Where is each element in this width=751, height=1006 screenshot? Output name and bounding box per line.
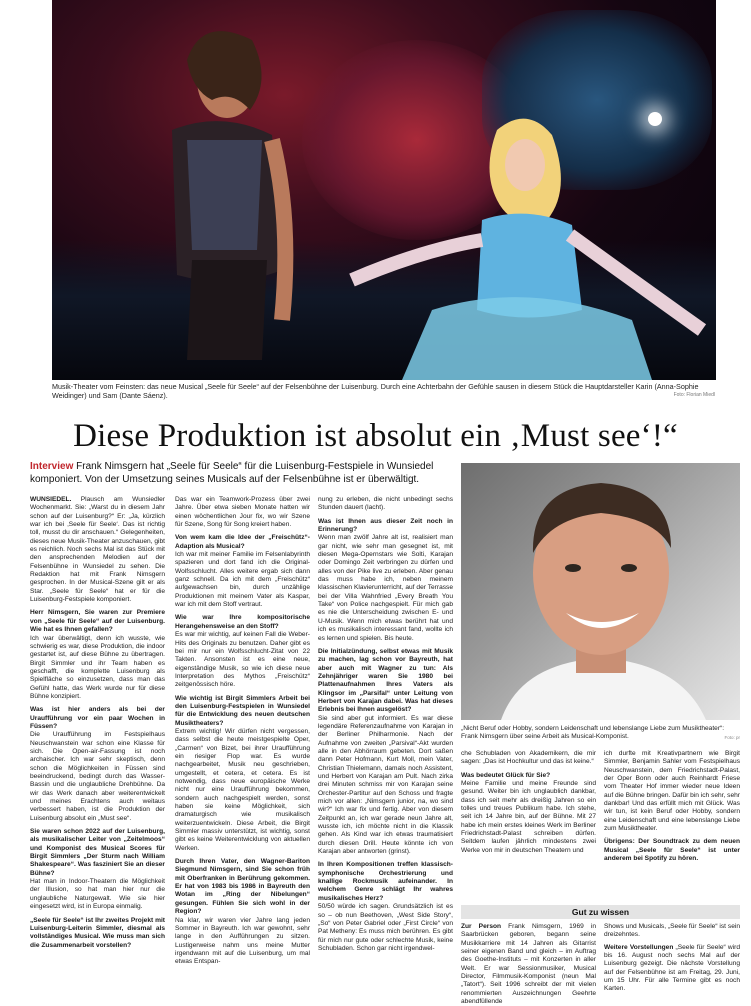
answer: Na klar, wir waren vier Jahre lang jeden Sommer in Bayreuth. Ich war gewohnt, sehr lange in den Aufführungen zu sitzen. Lustigerweise nahm uns meine Mutter irgendwann mit auf die Luisenburg, um mal etwas Entspan- — [175, 916, 310, 966]
headline: Diese Produktion ist absolut ein ‚Must see‘!“ — [73, 418, 678, 454]
question: Von wem kam die Idee der „Freischütz“-Adaption als Musical? — [175, 534, 310, 550]
answer: Die Uraufführung im Festspielhaus Neuschwanstein war schon eine Klasse für sich. Die Open-air-Fassung ist noch archaischer. Ich war sehr skeptisch, denn schon die Möglichkeiten in Füssen sind beeindruckend, bedingt durch das Wasser-Bassin und die unglaubliche Drehbühne. Da wir das Werk danach aber weiterentwickelt und meines Erachtens auch weitaus verbessert haben, ist die Produktion der Luisenburg absolut ein „Must see“. — [30, 731, 165, 822]
question: „Seele für Seele“ ist Ihr zweites Projekt mit Luisenburg-Leiterin Simmler, diesmal als vollständiges Musical. Wie muss man sich die Zusammenarbeit vorstellen? — [30, 916, 165, 949]
portrait-figure — [461, 463, 740, 720]
person-lead: Zur Person — [461, 923, 502, 930]
question: Durch Ihren Vater, den Wagner-Bariton Siegmund Nimsgern, sind Sie schon früh mit Oberfranken in Berührung gekommen. Er hat von 1983 bis 1986 in Bayreuth den Wotan im „Ring der Nibelungen“ gesungen. Fühlen Sie sich wohl in der Region? — [175, 858, 310, 916]
photo-credit: Foto: Florian Miedl — [673, 392, 715, 398]
portrait-photo — [461, 463, 740, 720]
answer: Meine Familie und meine Freunde sind gesund. Weiter bin ich unglaublich dankbar, dass ich seit mehr als dreißig Jahren so ein tolles und treues Publikum habe. Ich stehe, seit ich 14 Jahre bin, auf der Bühne. Mit 27 habe ich mein erstes kleines Werk im Berliner Friedrichstadt-Palast schreiben dürfen. Seitdem laufen jährlich mindestens zwei Werke von mir in deutschen Theatern und — [461, 780, 596, 854]
soundtrack-note: Übrigens: Der Soundtrack zu dem neuen Musical „Seele für Seele“ ist unter anderem bei Spotify zu hören. — [604, 838, 740, 863]
shows-lead: Weitere Vorstellungen — [604, 943, 674, 951]
info-box-title: Gut zu wissen — [461, 905, 740, 919]
question: In Ihren Kompositionen treffen klassisch-symphonische Orchestrierung und knallige Rockmusik aufeinander. In welchem Genre schlägt Ihr wahres musikalisches Herz? — [318, 861, 453, 902]
dateline: WUNSIEDEL. — [30, 496, 72, 503]
answer: Wenn man zwölf Jahre alt ist, realisiert man gar nicht, wie sehr man gesegnet ist, mit diesen Mega-Opernstars wie Solti, Karajan oder Domingo Zeit verbringen zu dürfen und alles von der Pike live zu erleben. Aber genau das muss habe ich, neben meinem klassischen Klavierunterricht, auf der Terrasse bei der Villa Wahnfried „Every Breath You Take“ von Police nachgespielt. Für mich gab es nie die Unterscheidung zwischen E- und U-Musik. Wenn mich etwas berührt hat und ich es musikalisch interessant fand, wollte ich es lernen und spielen. Bis heute. — [318, 534, 453, 642]
question: Was ist hier anders als bei der Uraufführung vor ein paar Wochen in Füssen? — [30, 706, 165, 730]
question: Was bedeutet Glück für Sie? — [461, 771, 551, 779]
deck-text: Frank Nimsgern hat „Seele für Seele“ für die Luisenburg-Festspiele in Wunsiedel komponiert. Von der Umsetzung seines Musicals auf der Felsenbühne ist er überwältigt. — [30, 461, 434, 485]
question: Herr Nimsgern, Sie waren zur Premiere von „Seele für Seele“ auf der Luisenburg. Wie hat es Ihnen gefallen? — [30, 609, 165, 634]
shows-dates-text: „Seele für Seele“ wird bis 16. August noch sechs Mal auf der Luisenburg gezeigt. Die nächste Vorstellung auf der Felsenbühne ist am Freitag, 29. Juni, um 15 Uhr. Für alle Termine gibt es noch Karten. — [604, 943, 740, 993]
article-column-4 — [461, 750, 596, 900]
question: Die Initialzündung, selbst etwas mit Musik zu machen, lag schon vor Bayreuth, hat aber auch mit Wagner zu tun: Als Zehnjähriger waren Sie 1980 bei Plattenaufnahmen Ihres Vaters als Klingsor im „Parsifal“ unter Leitung von Herbert von Karajan dabei. Was hat dieses Erlebnis bei Ihnen ausgelöst? — [318, 647, 453, 714]
actress-karin-figure — [312, 110, 712, 380]
stage-photo — [52, 0, 716, 380]
portrait-caption: „Nicht Beruf oder Hobby, sondern Leidenschaft und lebenslange Liebe zum Musiktheater“: Frank Nimsgern über seine Arbeit als Musical-Komponist. — [461, 725, 725, 741]
answer: 50/50 würde ich sagen. Grundsätzlich ist es so – ob nun Beethoven, „West Side Story“, „So“ von Peter Gabriel oder „First Circle“ von Pat Metheny: Es muss mich berühren. Es gibt für mich nur gute oder schlechte Musik, keine Schubladen. Schon gar nicht irgendwel- — [318, 903, 453, 952]
question: Sie waren schon 2022 auf der Luisenburg, als musikalischer Leiter von „Zeitelmoos“ und Komponist des Musical Scores für Birgit Simmlers „Der Sturm nach William Shakespeare“. Was fasziniert Sie an dieser Bühne? — [30, 828, 165, 877]
question: Wie war Ihre kompositorische Herangehensweise an den Stoff? — [175, 614, 310, 630]
answer: Das war ein Teamwork-Prozess über zwei Jahre. Über etwa sieben Monate hatten wir einen wöchentlichen Jour fix, wo wir Szene für Szene, Song für Song kreiert haben. — [175, 496, 310, 529]
info-box-shows — [604, 923, 740, 999]
answer: nung zu erleben, die nicht unbedingt sechs Stunden dauert (lacht). — [318, 496, 453, 512]
answer: Sie sind aber gut informiert. Es war diese legendäre Referenzaufnahme von Karajan in der Berliner Philharmonie. Nach der Aufnahme von zweiten „Parsival“-Akt wurden alle in den Abhörraum gebeten. Dort saßen dann Peter Hofmann, Kurt Moll, mein Vater, Christian Thielemann, damals noch Assistent, und Herbert von Karajan am Pult. Nach zirka drei Minuten schmiss mir von Karajan seine Orchester-Partitur auf den Schoss und fragte mich vor allen: „Nimsgern junior, na, wo sind wir?“ Ich war fix und fertig. Aber von diesem Zeitpunkt an, ich war gerade neun Jahre alt, wusste ich, ich möchte nicht in die Klassik gehen. Als Kind war ich etwas traumatisiert durch diesen Drill. Heute könnte ich von Karajan aber antworten (grinst). — [318, 714, 453, 856]
deck — [30, 460, 450, 486]
info-box-person — [461, 923, 597, 1006]
question: Wie wichtig ist Birgit Simmlers Arbeit bei den Luisenburg-Festspielen in Wunsiedel für die Entwicklung des neuen deutschen Musiktheaters? — [175, 694, 310, 727]
portrait-credit: Foto: pr — [724, 735, 740, 740]
answer: che Schubladen von Akademikern, die mir sagen: „Das ist Hochkultur und das ist keine.“ — [461, 750, 596, 766]
answer: Hat man in Indoor-Theatern die Möglichkeit der Illusion, so hat man hier nur die unglaubliche Naturgewalt. Wie sie hier eingesetzt wird, ist in Europa einmalig. — [30, 878, 165, 911]
article-column-5 — [604, 750, 740, 900]
actor-sam-figure — [132, 20, 292, 360]
article-column-3 — [318, 496, 453, 996]
article-column-2 — [175, 496, 310, 996]
intro-text: Plausch am Wunsiedler Wochenmarkt. Sie: „Warst du in diesem Jahr schon auf der Luisenburg?“ Er: „Ja, kürzlich war ich bei ‚Seele für Seele‘. Das ist richtig toll, musst du dir anschauen.“ Gelegenheiten, dieses neue Musik-Theater anzuschauen, gibt es reichlich. Noch sechs Mal ist das Stück mit den ansprechenden Melodien auf der Felsenbühne in Wunsiedel zu sehen. Die Redaktion hat mit Frank Nimsgern gesprochen. In der Musical-Szene gilt er als Star. „Seele für Seele“ hat er für die Luisenburg-Festspiele komponiert. — [30, 496, 165, 604]
answer: Ich war überwältigt, denn ich wusste, wie schwierig es war, diese Produktion, die indoor gestartet ist, auf diese Bühne zu übertragen. Birgit Simmler und ihr Team haben es geschafft, die komplette Luisenburg als Spielfläche so einzusetzen, dass man das Gefühl hatte, das Werk wurde nur für diese Bühne konzipiert. — [30, 634, 165, 700]
answer: Extrem wichtig! Wir dürfen nicht vergessen, dass selbst die heute meistgespielte Oper, „Carmen“ von Bizet, bei ihrer Uraufführung ein riesiger Flop war. Es wurde nachgearbeitet, Musik neu geschrieben, umgestellt, et cetera, et cetera. Es ist notwendig, dass neue europäische Werke nicht nur eine Uraufführung bekommen, sondern auch nachgespielt werden, sonst haben sie keine Möglichkeit, sich dramaturgisch wie musikalisch weiterzuentwickeln. Diese Arbeit, die Birgit Simmler massiv unterstützt, ist wichtig, sonst gibt es keine Weiterentwicklung von aktuellen Werken. — [175, 727, 310, 852]
photo-caption: Musik-Theater vom Feinsten: das neue Musical „Seele für Seele“ auf der Felsenbühne der Luisenburg. Durch eine Achterbahn der Gefühle sausen in diesem Stück die Hauptdarsteller Karin (Anna-Sophie Weidinger) und Sam (Dante Sáenz). — [52, 382, 699, 400]
kicker-label: Interview — [30, 461, 74, 472]
answer: Es war mir wichtig, auf keinen Fall die Weber-Hits des Originals zu benutzen. Daher gibt es bei mir nur ein Wolfsschlucht-Zitat von 22 Takten. Ansonsten ist es eine neue, eigenständige Musik, so wie ich diese neue Interpretation des Mythos „Freischütz“ zeitgenössisch höre. — [175, 631, 310, 689]
question: Was ist Ihnen aus dieser Zeit noch in Erinnerung? — [318, 517, 453, 534]
answer: Ich war mit meiner Familie im Felsenlabyrinth spazieren und dort fand ich die Original-Wolfsschlucht. Alles weitere ergab sich dann ganz schnell. Da ich mit dem „Freischütz“ aufgewachsen bin, durch unzählige Produktionen mit meinem Vater als Kaspar, war ich mit dem Stoff vertraut. — [175, 551, 310, 609]
shows-text: Shows und Musicals, „Seele für Seele“ ist sein dreizehntes. — [604, 923, 740, 939]
answer: ich durfte mit Kreativpartnern wie Birgit Simmler, Benjamin Sahler vom Festspielhaus Neuschwanstein, dem Friedrichstadt-Palast, der Oper Bonn oder auch Reinhardt Friese vom Theater Hof immer wieder neue Ideen auf die Bühne bringen. Dafür bin ich sehr, sehr dankbar! Und das erfüllt mich mit Glück. Was wir tun, ist kein Beruf oder Hobby, sondern eine Leidenschaft und eine lebenslange Liebe zum Musiktheater. — [604, 750, 740, 833]
person-text: Frank Nimsgern, 1969 in Saarbrücken geboren, begann seine Musikkarriere mit 14 Jahren als Gitarrist seiner eigenen Band und gleich – im Auftrag des Goethe-Instituts – mit Konzerten in aller Welt. Er war Sessionmusiker, Musical Director, Filmmusik-Komponist (neun Mal „Tatort“). Seit 1996 schreibt der mit vielen renommierten Auszeichnungen Geehrte abendfüllende — [461, 923, 597, 1006]
article-column-1 — [30, 496, 165, 996]
